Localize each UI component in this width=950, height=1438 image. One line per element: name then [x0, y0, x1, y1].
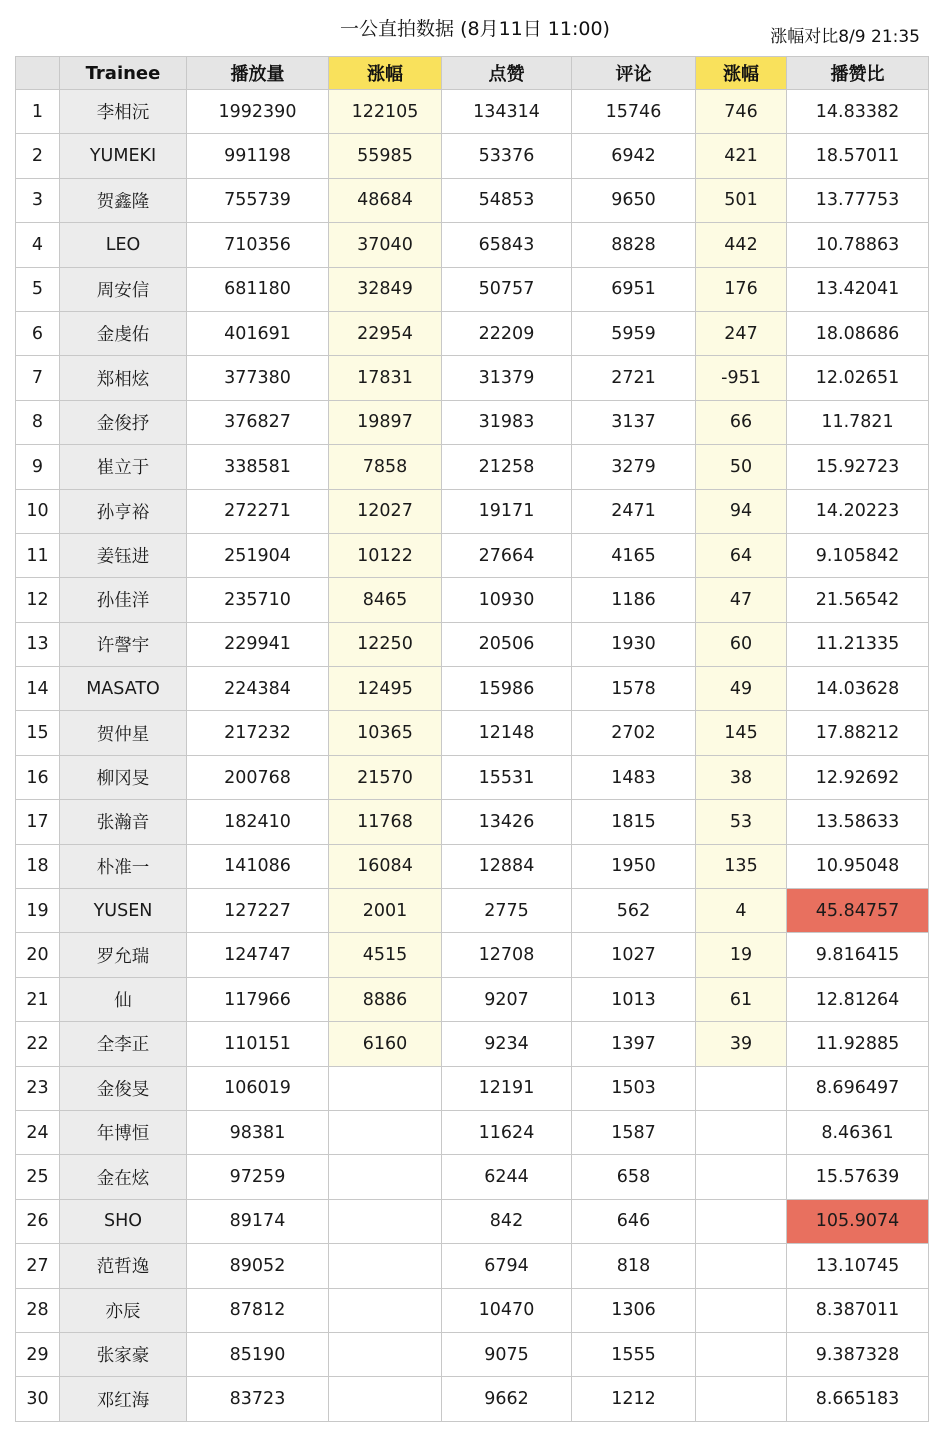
cell-plays-gain: 8886 [329, 977, 442, 1021]
cell-likes: 12708 [442, 933, 572, 977]
cell-likes: 65843 [442, 223, 572, 267]
table-row [16, 800, 929, 844]
cell-plays-gain: 10365 [329, 711, 442, 755]
cell-likes: 13426 [442, 800, 572, 844]
cell-plays-gain [329, 1199, 442, 1243]
cell-ratio: 13.10745 [787, 1244, 929, 1288]
cell-comments: 1555 [572, 1332, 696, 1376]
cell-plays: 182410 [187, 800, 329, 844]
cell-plays: 106019 [187, 1066, 329, 1110]
cell-plays-gain: 12250 [329, 622, 442, 666]
cell-likes-gain: 19 [696, 933, 787, 977]
cell-ratio: 10.95048 [787, 844, 929, 888]
cell-ratio: 15.57639 [787, 1155, 929, 1199]
cell-likes-gain: 247 [696, 311, 787, 355]
cell-likes: 6244 [442, 1155, 572, 1199]
header-likes-gain: 涨幅 [696, 57, 787, 90]
cell-ratio: 17.88212 [787, 711, 929, 755]
cell-rank: 24 [16, 1110, 60, 1154]
cell-plays-gain: 22954 [329, 311, 442, 355]
cell-plays-gain [329, 1332, 442, 1376]
cell-trainee-name: 金俊旻 [60, 1066, 187, 1110]
cell-rank: 6 [16, 311, 60, 355]
cell-plays: 377380 [187, 356, 329, 400]
table-row [16, 356, 929, 400]
cell-ratio: 8.696497 [787, 1066, 929, 1110]
cell-trainee-name: 金在炫 [60, 1155, 187, 1199]
cell-comments: 2471 [572, 489, 696, 533]
table-body [16, 90, 929, 1422]
cell-plays: 83723 [187, 1377, 329, 1421]
cell-comments: 1587 [572, 1110, 696, 1154]
cell-likes: 2775 [442, 889, 572, 933]
table-row [16, 889, 929, 933]
cell-rank: 25 [16, 1155, 60, 1199]
cell-plays: 89052 [187, 1244, 329, 1288]
cell-plays: 87812 [187, 1288, 329, 1332]
header-plays: 播放量 [187, 57, 329, 90]
cell-plays-gain: 55985 [329, 134, 442, 178]
cell-trainee-name: 李相沅 [60, 90, 187, 134]
cell-trainee-name: 张瀚音 [60, 800, 187, 844]
cell-plays: 251904 [187, 533, 329, 577]
cell-plays: 401691 [187, 311, 329, 355]
cell-trainee-name: SHO [60, 1199, 187, 1243]
cell-likes: 15986 [442, 667, 572, 711]
cell-trainee-name: 范哲逸 [60, 1244, 187, 1288]
header-plays-gain: 涨幅 [329, 57, 442, 90]
cell-comments: 6942 [572, 134, 696, 178]
header-ratio: 播赞比 [787, 57, 929, 90]
table-row [16, 622, 929, 666]
cell-plays-gain: 19897 [329, 400, 442, 444]
cell-likes-gain: 421 [696, 134, 787, 178]
cell-likes-gain: 145 [696, 711, 787, 755]
cell-comments: 1578 [572, 667, 696, 711]
cell-likes-gain: 4 [696, 889, 787, 933]
cell-plays: 376827 [187, 400, 329, 444]
cell-comments: 4165 [572, 533, 696, 577]
table-row [16, 844, 929, 888]
cell-plays: 200768 [187, 755, 329, 799]
cell-rank: 12 [16, 578, 60, 622]
table-row [16, 267, 929, 311]
cell-plays: 755739 [187, 178, 329, 222]
table-row [16, 1332, 929, 1376]
cell-comments: 2702 [572, 711, 696, 755]
cell-trainee-name: 亦辰 [60, 1288, 187, 1332]
cell-plays-gain: 37040 [329, 223, 442, 267]
cell-trainee-name: 全李正 [60, 1022, 187, 1066]
cell-ratio: 105.9074 [787, 1199, 929, 1243]
cell-likes: 53376 [442, 134, 572, 178]
cell-plays: 89174 [187, 1199, 329, 1243]
cell-comments: 8828 [572, 223, 696, 267]
cell-plays: 235710 [187, 578, 329, 622]
cell-likes-gain: 135 [696, 844, 787, 888]
cell-comments: 1306 [572, 1288, 696, 1332]
cell-likes-gain: 60 [696, 622, 787, 666]
cell-likes-gain: 501 [696, 178, 787, 222]
cell-plays: 338581 [187, 445, 329, 489]
cell-plays: 117966 [187, 977, 329, 1021]
cell-plays-gain [329, 1244, 442, 1288]
cell-likes: 9075 [442, 1332, 572, 1376]
cell-rank: 4 [16, 223, 60, 267]
cell-trainee-name: 罗允瑞 [60, 933, 187, 977]
cell-plays-gain: 6160 [329, 1022, 442, 1066]
cell-plays-gain [329, 1066, 442, 1110]
cell-ratio: 8.46361 [787, 1110, 929, 1154]
cell-likes: 11624 [442, 1110, 572, 1154]
cell-likes: 50757 [442, 267, 572, 311]
cell-likes: 9234 [442, 1022, 572, 1066]
table-row [16, 1199, 929, 1243]
cell-comments: 1950 [572, 844, 696, 888]
cell-rank: 7 [16, 356, 60, 400]
cell-plays-gain [329, 1155, 442, 1199]
cell-ratio: 12.81264 [787, 977, 929, 1021]
cell-likes: 15531 [442, 755, 572, 799]
cell-rank: 16 [16, 755, 60, 799]
cell-plays-gain: 21570 [329, 755, 442, 799]
cell-ratio: 12.92692 [787, 755, 929, 799]
cell-plays: 229941 [187, 622, 329, 666]
cell-likes-gain: 94 [696, 489, 787, 533]
cell-likes-gain [696, 1377, 787, 1421]
cell-plays-gain: 7858 [329, 445, 442, 489]
table-row [16, 1377, 929, 1421]
cell-trainee-name: 年博恒 [60, 1110, 187, 1154]
cell-plays: 97259 [187, 1155, 329, 1199]
table-row [16, 223, 929, 267]
cell-comments: 1483 [572, 755, 696, 799]
cell-ratio: 11.92885 [787, 1022, 929, 1066]
table-row [16, 1066, 929, 1110]
cell-rank: 21 [16, 977, 60, 1021]
cell-rank: 13 [16, 622, 60, 666]
cell-plays: 991198 [187, 134, 329, 178]
cell-trainee-name: 孙佳洋 [60, 578, 187, 622]
cell-rank: 29 [16, 1332, 60, 1376]
table-row [16, 1244, 929, 1288]
cell-comments: 1815 [572, 800, 696, 844]
cell-trainee-name: 贺仲星 [60, 711, 187, 755]
cell-likes: 31983 [442, 400, 572, 444]
cell-likes: 12191 [442, 1066, 572, 1110]
cell-plays-gain: 48684 [329, 178, 442, 222]
cell-likes-gain: 66 [696, 400, 787, 444]
cell-likes-gain: 64 [696, 533, 787, 577]
page-title: 一公直拍数据 (8月11日 11:00) [340, 18, 610, 40]
cell-rank: 10 [16, 489, 60, 533]
cell-likes-gain: 61 [696, 977, 787, 1021]
cell-plays: 127227 [187, 889, 329, 933]
cell-comments: 646 [572, 1199, 696, 1243]
cell-plays: 98381 [187, 1110, 329, 1154]
cell-trainee-name: 许謦宇 [60, 622, 187, 666]
cell-plays-gain: 4515 [329, 933, 442, 977]
cell-ratio: 11.21335 [787, 622, 929, 666]
cell-likes-gain: 53 [696, 800, 787, 844]
cell-likes: 27664 [442, 533, 572, 577]
cell-ratio: 15.92723 [787, 445, 929, 489]
cell-plays-gain: 2001 [329, 889, 442, 933]
table-row [16, 178, 929, 222]
cell-likes: 12148 [442, 711, 572, 755]
cell-plays-gain: 17831 [329, 356, 442, 400]
cell-likes: 31379 [442, 356, 572, 400]
table-row [16, 1155, 929, 1199]
cell-likes: 22209 [442, 311, 572, 355]
cell-comments: 1027 [572, 933, 696, 977]
cell-likes-gain [696, 1110, 787, 1154]
header-rank [16, 57, 60, 90]
cell-trainee-name: 周安信 [60, 267, 187, 311]
cell-ratio: 18.57011 [787, 134, 929, 178]
trainee-stats-table [15, 56, 929, 1422]
cell-rank: 23 [16, 1066, 60, 1110]
cell-ratio: 14.83382 [787, 90, 929, 134]
cell-plays-gain: 8465 [329, 578, 442, 622]
cell-comments: 3137 [572, 400, 696, 444]
comparison-note: 涨幅对比8/9 21:35 [770, 27, 920, 47]
cell-plays-gain: 10122 [329, 533, 442, 577]
cell-rank: 18 [16, 844, 60, 888]
cell-comments: 9650 [572, 178, 696, 222]
cell-rank: 11 [16, 533, 60, 577]
cell-rank: 28 [16, 1288, 60, 1332]
cell-comments: 1503 [572, 1066, 696, 1110]
cell-ratio: 13.42041 [787, 267, 929, 311]
cell-likes-gain [696, 1332, 787, 1376]
cell-plays-gain: 12495 [329, 667, 442, 711]
header-trainee: Trainee [60, 57, 187, 90]
cell-rank: 17 [16, 800, 60, 844]
cell-comments: 1930 [572, 622, 696, 666]
table-row [16, 667, 929, 711]
cell-ratio: 21.56542 [787, 578, 929, 622]
cell-rank: 3 [16, 178, 60, 222]
cell-trainee-name: 仙 [60, 977, 187, 1021]
cell-likes: 19171 [442, 489, 572, 533]
cell-likes: 20506 [442, 622, 572, 666]
cell-likes-gain: 39 [696, 1022, 787, 1066]
cell-comments: 658 [572, 1155, 696, 1199]
cell-rank: 8 [16, 400, 60, 444]
cell-ratio: 8.387011 [787, 1288, 929, 1332]
table-row [16, 90, 929, 134]
cell-likes-gain [696, 1155, 787, 1199]
table-row [16, 977, 929, 1021]
cell-plays-gain: 12027 [329, 489, 442, 533]
cell-trainee-name: 姜钰进 [60, 533, 187, 577]
cell-likes: 21258 [442, 445, 572, 489]
cell-plays: 681180 [187, 267, 329, 311]
table-row [16, 1110, 929, 1154]
cell-trainee-name: 邓红海 [60, 1377, 187, 1421]
cell-rank: 5 [16, 267, 60, 311]
cell-ratio: 13.58633 [787, 800, 929, 844]
table-row [16, 755, 929, 799]
cell-ratio: 45.84757 [787, 889, 929, 933]
cell-comments: 1013 [572, 977, 696, 1021]
cell-comments: 5959 [572, 311, 696, 355]
cell-plays: 217232 [187, 711, 329, 755]
cell-likes-gain: 47 [696, 578, 787, 622]
table-row [16, 1022, 929, 1066]
cell-trainee-name: 金俊抒 [60, 400, 187, 444]
cell-ratio: 9.387328 [787, 1332, 929, 1376]
cell-likes-gain [696, 1244, 787, 1288]
cell-likes-gain: 442 [696, 223, 787, 267]
cell-rank: 1 [16, 90, 60, 134]
table-row [16, 311, 929, 355]
cell-plays-gain: 16084 [329, 844, 442, 888]
cell-plays: 1992390 [187, 90, 329, 134]
cell-trainee-name: 金虔佑 [60, 311, 187, 355]
cell-rank: 9 [16, 445, 60, 489]
cell-rank: 2 [16, 134, 60, 178]
cell-rank: 19 [16, 889, 60, 933]
cell-trainee-name: 郑相炫 [60, 356, 187, 400]
header-row [16, 57, 929, 90]
cell-trainee-name: 贺鑫隆 [60, 178, 187, 222]
cell-ratio: 13.77753 [787, 178, 929, 222]
cell-likes: 9207 [442, 977, 572, 1021]
cell-likes: 10930 [442, 578, 572, 622]
cell-likes-gain [696, 1288, 787, 1332]
cell-ratio: 10.78863 [787, 223, 929, 267]
cell-likes: 54853 [442, 178, 572, 222]
cell-ratio: 9.105842 [787, 533, 929, 577]
cell-comments: 15746 [572, 90, 696, 134]
cell-trainee-name: YUMEKI [60, 134, 187, 178]
cell-ratio: 11.7821 [787, 400, 929, 444]
cell-likes-gain: 49 [696, 667, 787, 711]
cell-likes-gain [696, 1199, 787, 1243]
cell-likes-gain: 176 [696, 267, 787, 311]
table-row [16, 578, 929, 622]
cell-likes: 12884 [442, 844, 572, 888]
cell-trainee-name: 柳冈旻 [60, 755, 187, 799]
header-likes: 点赞 [442, 57, 572, 90]
cell-comments: 1397 [572, 1022, 696, 1066]
cell-plays: 85190 [187, 1332, 329, 1376]
cell-ratio: 14.03628 [787, 667, 929, 711]
cell-trainee-name: LEO [60, 223, 187, 267]
table-row [16, 533, 929, 577]
cell-plays-gain [329, 1377, 442, 1421]
cell-rank: 26 [16, 1199, 60, 1243]
table-row [16, 489, 929, 533]
cell-comments: 1186 [572, 578, 696, 622]
table-row [16, 1288, 929, 1332]
cell-plays: 124747 [187, 933, 329, 977]
table-row [16, 933, 929, 977]
cell-likes-gain: 50 [696, 445, 787, 489]
cell-trainee-name: YUSEN [60, 889, 187, 933]
cell-comments: 818 [572, 1244, 696, 1288]
cell-comments: 562 [572, 889, 696, 933]
cell-rank: 27 [16, 1244, 60, 1288]
cell-likes: 6794 [442, 1244, 572, 1288]
cell-likes-gain: 746 [696, 90, 787, 134]
cell-trainee-name: 崔立于 [60, 445, 187, 489]
cell-comments: 3279 [572, 445, 696, 489]
cell-rank: 20 [16, 933, 60, 977]
cell-likes: 9662 [442, 1377, 572, 1421]
cell-rank: 22 [16, 1022, 60, 1066]
cell-plays-gain: 122105 [329, 90, 442, 134]
cell-likes-gain: -951 [696, 356, 787, 400]
table-row [16, 711, 929, 755]
table-row [16, 445, 929, 489]
cell-ratio: 14.20223 [787, 489, 929, 533]
cell-rank: 14 [16, 667, 60, 711]
header-comments: 评论 [572, 57, 696, 90]
cell-comments: 6951 [572, 267, 696, 311]
cell-trainee-name: MASATO [60, 667, 187, 711]
cell-rank: 30 [16, 1377, 60, 1421]
cell-trainee-name: 朴准一 [60, 844, 187, 888]
cell-plays: 710356 [187, 223, 329, 267]
cell-comments: 2721 [572, 356, 696, 400]
cell-trainee-name: 张家豪 [60, 1332, 187, 1376]
table-row [16, 400, 929, 444]
table-row [16, 134, 929, 178]
cell-likes-gain [696, 1066, 787, 1110]
cell-plays: 272271 [187, 489, 329, 533]
cell-rank: 15 [16, 711, 60, 755]
cell-plays: 224384 [187, 667, 329, 711]
cell-plays-gain: 32849 [329, 267, 442, 311]
cell-plays-gain [329, 1110, 442, 1154]
cell-likes: 10470 [442, 1288, 572, 1332]
cell-plays: 110151 [187, 1022, 329, 1066]
cell-ratio: 12.02651 [787, 356, 929, 400]
cell-ratio: 18.08686 [787, 311, 929, 355]
cell-plays: 141086 [187, 844, 329, 888]
cell-plays-gain [329, 1288, 442, 1332]
cell-likes-gain: 38 [696, 755, 787, 799]
cell-trainee-name: 孙亨裕 [60, 489, 187, 533]
cell-ratio: 8.665183 [787, 1377, 929, 1421]
cell-comments: 1212 [572, 1377, 696, 1421]
cell-likes: 842 [442, 1199, 572, 1243]
cell-likes: 134314 [442, 90, 572, 134]
cell-plays-gain: 11768 [329, 800, 442, 844]
cell-ratio: 9.816415 [787, 933, 929, 977]
